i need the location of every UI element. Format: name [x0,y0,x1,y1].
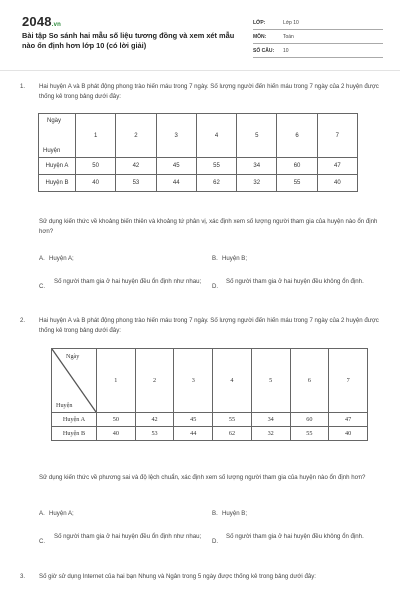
day-header: 4 [213,349,252,413]
table-cell: 55 [277,175,317,192]
option-d[interactable] [212,277,382,297]
question-number: 2. [20,317,26,324]
day-header: 3 [174,349,213,413]
meta-key: LỚP: [253,19,266,26]
option-d[interactable] [212,532,382,552]
table-cell: 32 [251,427,290,441]
option-letter: A. [39,510,45,517]
option-c[interactable] [39,277,209,297]
table-cell: 47 [317,158,357,175]
table-corner [39,114,76,158]
table-cell: 62 [196,175,236,192]
row-label: Huyện A [52,413,97,427]
table-cell: 55 [213,413,252,427]
option-a[interactable] [39,509,199,519]
option-letter: C. [39,283,46,290]
option-b[interactable] [212,509,372,519]
option-text: Huyện B; [222,510,248,517]
table-cell: 44 [174,427,213,441]
row-label: Huyện A [39,158,76,175]
corner-top-label: Ngày [66,353,80,360]
table-cell: 44 [156,175,196,192]
day-header: 3 [156,114,196,158]
question-number: 3. [20,573,26,580]
table-cell: 34 [251,413,290,427]
table-cell: 50 [97,413,136,427]
meta-row-count [253,44,383,58]
day-header: 1 [97,349,136,413]
question-prompt: Sử dụng kiến thức về phương sai và độ lệch chuẩn, xác định xem số lượng người tham gia của huyện nào ổn định hơn? [39,474,366,481]
row-label: Huyện B [52,427,97,441]
table-cell: 55 [290,427,329,441]
table-row [52,427,368,441]
day-header: 5 [251,349,290,413]
page-title: Bài tập So sánh hai mẫu số liệu tương đồng và xem xét mẫu nào ổn định hơn lớp 10 (có lời giải) [22,31,235,50]
corner-bottom-label: Huyện [43,148,61,154]
option-text: Số người tham gia ở hai huyện đều không ổn định. [226,278,364,285]
table-row [39,158,358,175]
day-header: 2 [135,349,174,413]
meta-row-class [253,16,383,30]
option-text: Số người tham gia ở hai huyện đều không ổn định. [226,533,364,540]
option-a[interactable] [39,254,199,264]
meta-value: 10 [283,47,289,54]
table-cell: 55 [196,158,236,175]
corner-bottom-label: Huyện [56,402,73,409]
table-cell: 40 [317,175,357,192]
table-cell: 60 [277,158,317,175]
question-text: Hai huyện A và B phát động phong trào hiến máu trong 7 ngày. Số lượng người đến hiến máu trong 7 ngày của 2 huyện được thống kê trong bảng dưới đây: [39,317,379,334]
meta-box [253,16,383,58]
option-text: Huyện B; [222,255,248,262]
header-divider [0,70,400,71]
table-cell: 42 [116,158,156,175]
table-corner [52,349,97,413]
table-cell: 47 [329,413,368,427]
table-cell: 45 [174,413,213,427]
table-cell: 40 [329,427,368,441]
option-c[interactable] [39,532,209,552]
day-header: 7 [329,349,368,413]
table-cell: 45 [156,158,196,175]
day-header: 7 [317,114,357,158]
table-cell: 53 [116,175,156,192]
meta-key: MÔN: [253,33,267,40]
option-text: Số người tham gia ở hai huyện đều ổn định như nhau; [54,278,202,285]
table-row [39,175,358,192]
day-header: 1 [76,114,116,158]
row-label: Huyện B [39,175,76,192]
logo-suffix: .vn [51,22,62,28]
table-cell: 32 [237,175,277,192]
meta-key: SỐ CÂU: [253,47,275,54]
option-text: Huyện A; [49,255,74,262]
meta-value: Toán [283,33,294,40]
day-header: 2 [116,114,156,158]
option-b[interactable] [212,254,372,264]
option-letter: A. [39,255,45,262]
option-letter: C. [39,538,46,545]
option-letter: B. [212,510,218,517]
table-cell: 40 [97,427,136,441]
question-prompt: Sử dụng kiến thức về khoảng biến thiên và khoảng tứ phân vị, xác định xem số lượng người tham gia của huyện nào ổn định hơn? [39,218,378,235]
question-number: 1. [20,83,26,90]
meta-row-subject [253,30,383,44]
table-cell: 40 [76,175,116,192]
corner-top-label: Ngày [47,118,62,124]
table-cell: 42 [135,413,174,427]
page-header [0,0,400,62]
table-row [52,413,368,427]
meta-value: Lớp 10 [283,19,299,26]
option-letter: D. [212,283,219,290]
data-table-1 [38,113,358,192]
data-table-2 [51,348,368,441]
table-cell: 50 [76,158,116,175]
logo-text: 2048 [22,14,52,29]
option-letter: D. [212,538,219,545]
day-header: 4 [196,114,236,158]
question-text: Số giờ sử dụng Internet của hai bạn Nhung và Ngân trong 5 ngày được thống kê trong bảng dưới đây: [39,573,316,580]
day-header: 6 [277,114,317,158]
table-cell: 34 [237,158,277,175]
option-text: Huyện A; [49,510,74,517]
option-text: Số người tham gia ở hai huyện đều ổn định như nhau; [54,533,202,540]
day-header: 5 [237,114,277,158]
question-text: Hai huyện A và B phát động phong trào hiến máu trong 7 ngày. Số lượng người đến hiến máu trong 7 ngày của 2 huyện được thống kê trong bảng dưới đây: [39,83,379,100]
day-header: 6 [290,349,329,413]
table-cell: 53 [135,427,174,441]
table-cell: 62 [213,427,252,441]
site-logo[interactable] [22,14,61,29]
table-cell: 60 [290,413,329,427]
option-letter: B. [212,255,218,262]
